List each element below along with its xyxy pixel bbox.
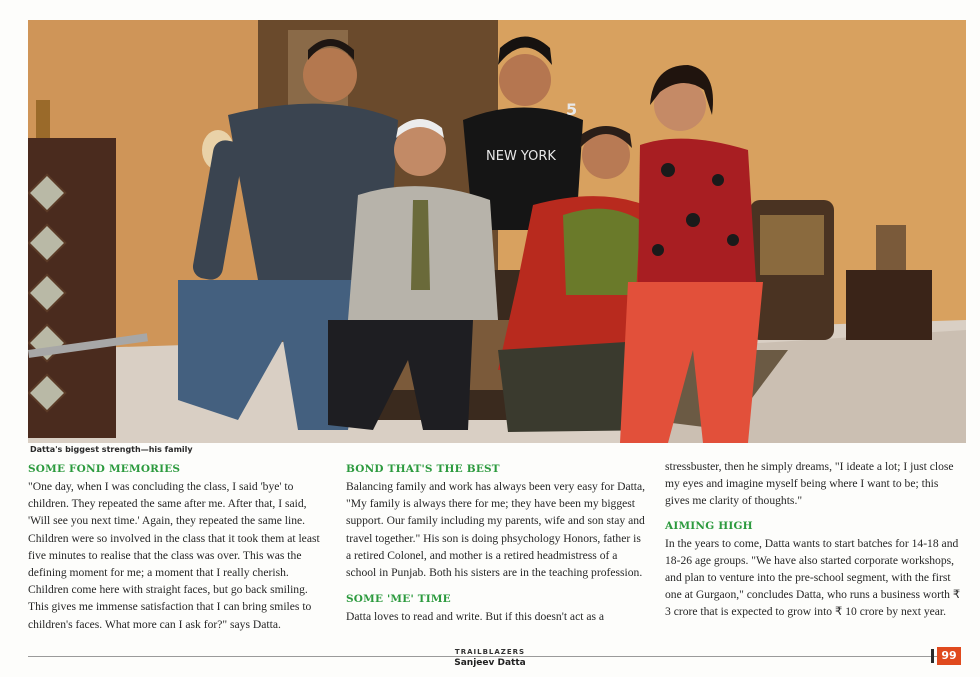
page-number-badge: 99 bbox=[937, 647, 961, 665]
text-aiming-high: In the years to come, Datta wants to start batches for 14-18 and 18-26 age groups. "We have also started corporate workshops, and plan to venture into the pre-school segment, with the first one at Gurgaon," concludes Datta, who runs a business worth ₹ 3 crore that is expected to grow into ₹ 10 crore by next year. bbox=[665, 536, 961, 619]
heading-bond: BOND THAT'S THE BEST bbox=[346, 463, 500, 475]
text-fond-memories: "One day, when I was concluding the class, I said 'bye' to children. They repeated the same after me. After that, I said, 'Will see you next time.' Again, they repeated the same line. Children were so involved in the class that it took them at least five minutes to realise that the class was over. This was the defining moment for me; a moment that I really cherish. Children come here with straight faces, but go back smiling. This gives me immense satisfaction that I can bring smiles to children's faces. What more can I ask for?" says Datta. bbox=[28, 480, 320, 631]
photo-caption: Datta's biggest strength—his family bbox=[30, 445, 193, 454]
text-continuation: stressbuster, then he simply dreams, "I ideate a lot; I just close my eyes and imagine myself being where I want to be; this gives me clarity of thoughts." bbox=[665, 460, 954, 508]
column-2 bbox=[346, 462, 646, 625]
column-1 bbox=[28, 462, 330, 633]
shirt-number: 5 bbox=[566, 100, 578, 119]
heading-me-time: SOME 'ME' TIME bbox=[346, 593, 451, 606]
heading-fond-memories: SOME FOND MEMORIES bbox=[28, 463, 181, 475]
shirt-print: NEW YORK bbox=[486, 149, 556, 164]
footer-brand: TRAILBLAZERS bbox=[454, 648, 526, 656]
heading-aiming-high: AIMING HIGH bbox=[665, 519, 753, 532]
text-me-time: Datta loves to read and write. But if this doesn't act as a bbox=[346, 610, 605, 624]
column-3 bbox=[665, 458, 965, 621]
footer-rule bbox=[28, 656, 940, 657]
footer-name: Sanjeev Datta bbox=[454, 658, 526, 668]
family-photo bbox=[28, 20, 966, 443]
footer-marker bbox=[931, 649, 934, 663]
text-bond: Balancing family and work has always been very easy for Datta, "My family is always there for me; they have been my biggest support. Our family including my parents, wife and son stay and travel together." His son is doing phsychology Honors, father is a retired Colonel, and mother is a retired headmistress of a school in Punjab. Both his sisters are in the teaching profession. bbox=[346, 480, 646, 580]
